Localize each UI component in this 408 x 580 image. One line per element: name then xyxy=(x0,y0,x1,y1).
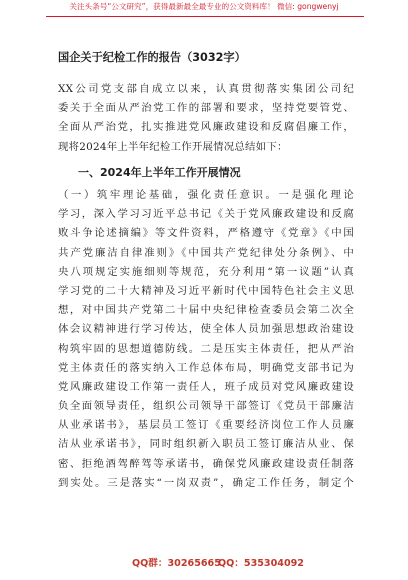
body-line: 到实处。三是落实“一岗双责”，确定工作任务，制定个 xyxy=(58,476,354,489)
body-line: 党风廉政建设工作第一责任人，班子成员对党风廉政建设 xyxy=(58,380,354,393)
intro-line: 委关于全面从严治党工作的部署和要求，坚持党要管党、 xyxy=(58,102,354,115)
section-heading: 一、2024年上半年工作开展情况 xyxy=(78,166,241,179)
header-banner: 关注头条号“公文研究”，获得最新最全最专业的公文资料库！ 微信: gongwenyj xyxy=(69,2,339,11)
qq-contact-link[interactable]: QQ：535304092 xyxy=(218,558,304,569)
body-line: （一）筑牢理论基础，强化责任意识。一是强化理论 xyxy=(58,189,354,201)
intro-paragraph xyxy=(58,80,354,157)
intro-line: XX公司党支部自成立以来，认真贯彻落实集团公司纪 xyxy=(58,83,354,95)
body-line: 党主体责任的落实纳入工作总体布局，明确党支部书记为 xyxy=(58,361,354,374)
body-line: 洁从业承诺书》，同时组织新入职员工签订廉洁从业、保 xyxy=(58,438,354,451)
body-paragraph xyxy=(58,186,354,493)
body-line: 想，对中国共产党第二十届中央纪律检查委员会第二次全 xyxy=(58,304,354,317)
body-line: 学习，深入学习习近平总书记《关于党风廉政建设和反腐 xyxy=(58,208,354,221)
intro-line: 现将2024年上半年纪检工作开展情况总结如下： xyxy=(58,140,288,153)
footer-contact xyxy=(0,557,408,571)
body-line: 央八项规定实施细则等规范，充分利用“第一议题”认真 xyxy=(58,265,354,278)
body-line: 共产党廉洁自律准则》《中国共产党纪律处分条例》、中 xyxy=(58,246,354,259)
body-line: 败斗争论述摘编》等文件资料，严格遵守《党章》《中国 xyxy=(58,227,354,240)
body-line: 负全面领导责任，组织公司领导干部签订《党员干部廉洁 xyxy=(58,400,354,413)
document-title: 国企关于纪检工作的报告（3032字） xyxy=(58,51,246,64)
intro-line: 全面从严治党，扎实推进党风廉政建设和反腐倡廉工作， xyxy=(58,121,354,134)
qq-group-link[interactable]: QQ群：30265665 xyxy=(132,558,221,569)
body-line: 密、拒绝酒驾醉驾等承诺书，确保党风廉政建设责任制落 xyxy=(58,457,354,470)
body-line: 学习党的二十大精神及习近平新时代中国特色社会主义思 xyxy=(58,284,354,297)
body-line: 从业承诺书》，基层员工签订《重要经济岗位工作人员廉 xyxy=(58,419,354,432)
header-divider xyxy=(46,16,364,17)
body-line: 构筑牢固的思想道德防线。二是压实主体责任，把从严治 xyxy=(58,342,354,355)
body-line: 体会议精神进行学习传达，使全体人员加强思想政治建设 xyxy=(58,323,354,336)
